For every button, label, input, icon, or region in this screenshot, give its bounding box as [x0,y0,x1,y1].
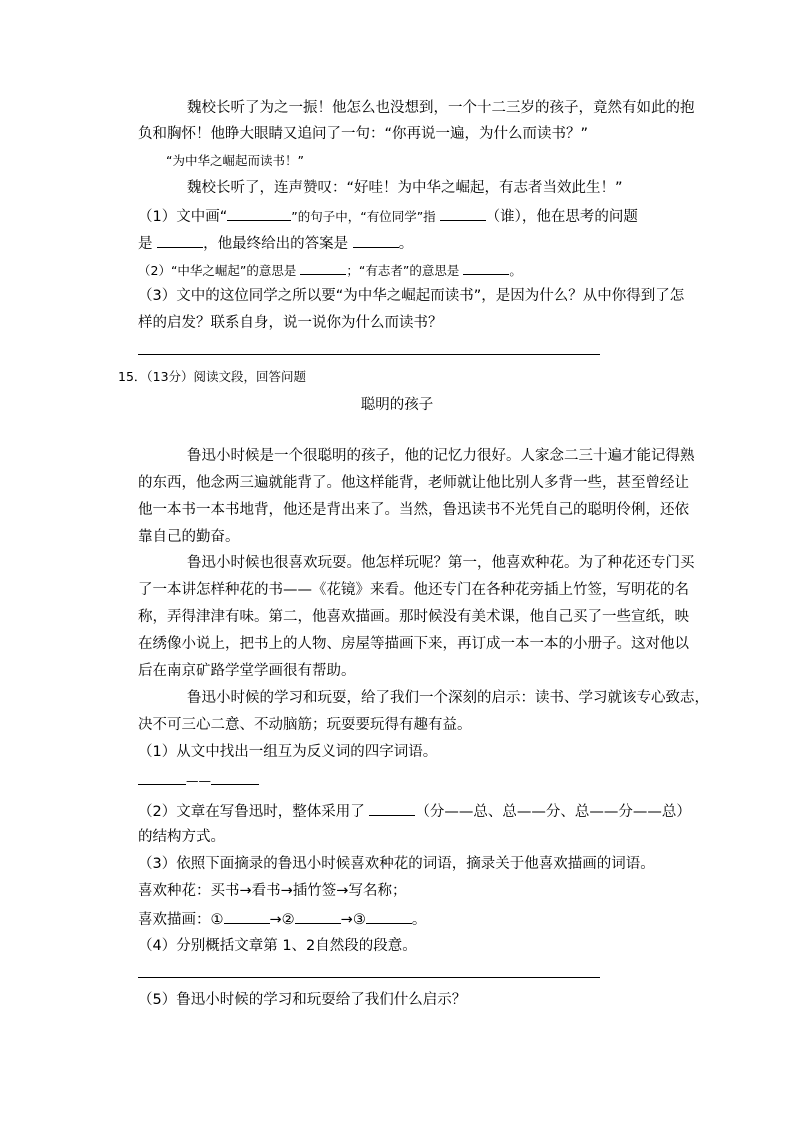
q15-p1-line1: 鲁迅小时候是一个很聪明的孩子，他的记忆力很好。人家念二三十遍才能记得熟 [187,448,695,464]
circle-two: ② [281,912,295,928]
draw-step-blank-2[interactable] [295,908,341,924]
q15-1: （1）从文中找出一组互为反义词的四字词语。 [138,744,438,760]
q15-2-line2: 的结构方式。 [138,829,225,845]
q15-2-text-a: （2）文章在写鲁迅时，整体采用了 [138,804,370,820]
arrow-1: → [269,912,282,928]
q15-3: （3）依照下面摘录的鲁迅小时候喜欢种花的词语，摘录关于他喜欢描画的词语。 [138,856,655,872]
q15-p3-line1: 鲁迅小时候的学习和玩耍，给了我们一个深刻的启示：读书、学习就该专心致志， [187,690,709,706]
q14-2-line [138,259,522,281]
structure-blank[interactable] [369,800,415,816]
passage-quote: “为中华之崛起而读书！” [166,153,304,168]
q15-1-answer-row [138,769,259,791]
q14-3-line1: （3）文中的这位同学之所以要“为中华之崛起而读书”，是因为什么？从中你得到了怎 [138,288,685,304]
q15-p3-line2: 决不可三心二意、不动脑筋；玩耍要玩得有趣有益。 [138,717,472,733]
q15-heading: 15．（13分）阅读文段，回答问题 [118,369,307,384]
q14-1-line1 [138,205,638,227]
q15-3-flowers: 喜欢种花：买书→看书→插竹签→写名称； [138,883,407,899]
q15-p2-line2: 了一本讲怎样种花的书——《花镜》来看。他还专门在各种花旁插上竹签，写明花的名 [138,582,689,598]
q15-2-line1 [138,800,691,822]
passage-p3-line1: 魏校长听了，连声赞叹：“好哇！为中华之崛起，有志者当效此生！” [187,180,623,196]
q14-2-text-b: ；“有志者”的意思是 [346,263,464,278]
circle-three: ③ [352,912,366,928]
q14-1-text-a: （1）文中画“ [138,209,228,225]
q14-3-line2: 样的启发？联系自身，说一说你为什么而读书？ [138,315,443,331]
draw-step-blank-1[interactable] [224,908,270,924]
q14-1-line2 [138,232,413,254]
who-blank[interactable] [440,205,486,221]
arrow-2: → [340,912,353,928]
q15-3-draw-row [138,908,426,930]
q14-1-text-e: ，他最终给出的答案是 [203,236,353,252]
q14-1-text-c: （谁），他在思考的问题 [485,209,638,225]
q14-1-text-f: 。 [398,236,414,252]
q14-1-text-b: ”的句子中，“有位同学”指 [291,209,440,224]
q15-p2-line5: 后在南京矿路学堂学画很有帮助。 [138,663,356,679]
q15-p2-line3: 称，弄得津津有味。第二，他喜欢描画。那时候没有美术课，他自己买了一些宣纸，映 [138,609,689,625]
antonym-blank-2[interactable] [211,769,259,785]
meaning-ambition-blank[interactable] [463,259,509,275]
q14-3-answer-line[interactable] [138,354,600,355]
q15-p1-line2: 的东西，他念两三遍就能背了。他这样能背，老师就让他比别人多背一些，甚至曾经让 [138,475,689,491]
q14-2-text-c: 。 [509,263,522,278]
draw-end: 。 [411,912,427,928]
q14-1-text-d: 是 [138,236,158,252]
meaning-rise-blank[interactable] [300,259,346,275]
q15-p1-line4: 靠自己的勤奋。 [138,529,240,545]
answer-blank[interactable] [353,232,399,248]
passage-p1-line1: 魏校长听了为之一振！他怎么也没想到，一个十二三岁的孩子，竟然有如此的抱 [187,100,695,116]
q15-5: （5）鲁迅小时候的学习和玩耍给了我们什么启示？ [138,992,467,1008]
circle-one: ① [210,912,224,928]
passage-p1-line2: 负和胸怀！他睁大眼睛又追问了一句：“你再说一遍，为什么而读书？” [138,126,589,142]
q15-2-text-b: （分——总、总——分、总——分——总） [415,804,691,820]
q15-4-answer-line[interactable] [138,977,600,978]
antonym-blank-1[interactable] [138,769,186,785]
q15-p1-line3: 他一本书一本书地背，他还是背出来了。当然，鲁迅读书不光凭自己的聪明伶俐，还依 [138,502,689,518]
antonym-dash: —— [186,773,211,788]
q14-2-text-a: （2）“中华之崛起”的意思是 [138,263,301,278]
q15-4: （4）分别概括文章第 1、2自然段的段意。 [138,938,417,954]
underline-sample-blank[interactable] [227,205,291,221]
q15-p2-line4: 在绣像小说上，把书上的人物、房屋等描画下来，再订成一本一本的小册子。这对他以 [138,636,689,652]
q15-p2-line1: 鲁迅小时候也很喜欢玩耍。他怎样玩呢？第一，他喜欢种花。为了种花还专门买 [187,555,695,571]
q15-title: 聪明的孩子 [360,397,434,413]
q15-3-draw-label: 喜欢描画： [138,912,211,928]
draw-step-blank-3[interactable] [366,908,412,924]
problem-blank[interactable] [157,232,203,248]
